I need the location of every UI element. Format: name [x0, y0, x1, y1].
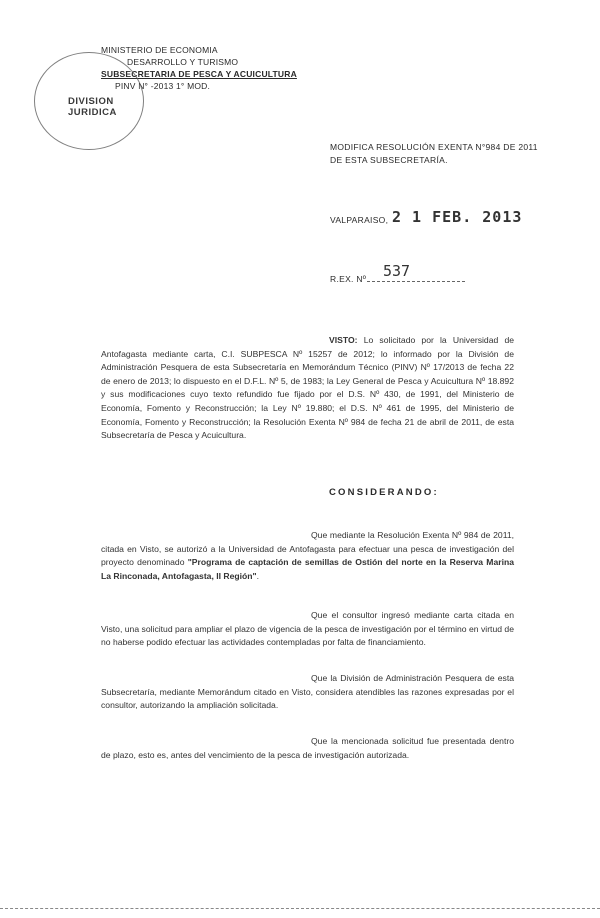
- p1-project-name: "Programa de captación de semillas de Ostión del norte en la Reserva Marina La Rinconada, Antofagasta, II Región": [101, 557, 514, 581]
- header-line-ministry: MINISTERIO DE ECONOMIA: [101, 45, 218, 55]
- p1-end: .: [256, 570, 259, 581]
- p4-text: Que la mencionada solicitud fue presentada dentro de plazo, esto es, antes del vencimiento de la pesca de investigación autorizada.: [101, 736, 514, 760]
- p2-text: Que el consultor ingresó mediante carta citada en Visto, una solicitud para ampliar el plazo de vigencia de la pesca de investigación por el término en virtud de no haberse podido efectuar las actividades contempladas por falta de financiamiento.: [101, 610, 514, 648]
- visto-paragraph: [101, 334, 514, 443]
- considerando-paragraph-1: [101, 529, 514, 583]
- p3-text: Que la División de Administración Pesquera de esta Subsecretaría, mediante Memorándum citado en Visto, considera atendibles las razones expresadas por el consultor, autorizando la ampliación solicitada.: [101, 673, 514, 711]
- considerando-paragraph-4: [101, 735, 514, 762]
- p1-text: Que mediante la Resolución Exenta Nº 984 de 2011, citada en Visto, se autorizó a la Universidad de Antofagasta para efectuar una pesca de investigación del proyecto denominado: [101, 530, 514, 568]
- stamp-text: [68, 96, 117, 118]
- place-label: VALPARAISO,: [330, 215, 389, 225]
- rex-label: R.EX. Nº: [330, 274, 367, 284]
- rex-underline: [367, 281, 465, 282]
- header-line-pinv: PINV N° -2013 1° MOD.: [115, 81, 211, 91]
- considerando-paragraph-2: [101, 609, 514, 650]
- stamp-line-division: DIVISION: [68, 96, 114, 107]
- subject-line-1: MODIFICA RESOLUCIÓN EXENTA N°984 DE 2011: [330, 142, 538, 152]
- stamp-line-juridica: JURIDICA: [68, 107, 117, 118]
- date-stamp: 2 1 FEB. 2013: [392, 208, 523, 226]
- considerando-paragraph-3: [101, 672, 514, 713]
- header-line-development: DESARROLLO Y TURISMO: [127, 57, 239, 67]
- visto-label: VISTO:: [329, 335, 358, 345]
- subject-block: [330, 141, 538, 167]
- visto-text: Lo solicitado por la Universidad de Antofagasta mediante carta, C.I. SUBPESCA Nº 15257 de 2012; lo informado por la División de Administración Pesquera de esta Subsecretaría en Memorándum Técnico (PINV) Nº 17/2013 de fecha 22 de enero de 2013; lo dispuesto en el D.F.L. Nº 5, de 1983; la Ley General de Pesca y Acuicultura Nº 18.892 y sus modificaciones cuyo texto refundido fue fijado por el D.S. Nº 430, de 1991, del Ministerio de Economía, Fomento y Reconstrucción; la Ley Nº 19.880; el D.S. Nº 461 de 1995, del Ministerio de Economía, Fomento y Reconstrucción; la Resolución Exenta Nº 984 de fecha 21 de abril de 2011, de esta Subsecretaría de Pesca y Acuicultura.: [101, 335, 515, 441]
- subject-line-2: DE ESTA SUBSECRETARÍA.: [330, 155, 448, 165]
- header-line-subsecretaria: SUBSECRETARIA DE PESCA Y ACUICULTURA: [101, 69, 297, 79]
- considerando-heading: CONSIDERANDO:: [329, 487, 439, 498]
- scan-edge-line: [0, 908, 600, 909]
- rex-number: 537: [383, 262, 411, 280]
